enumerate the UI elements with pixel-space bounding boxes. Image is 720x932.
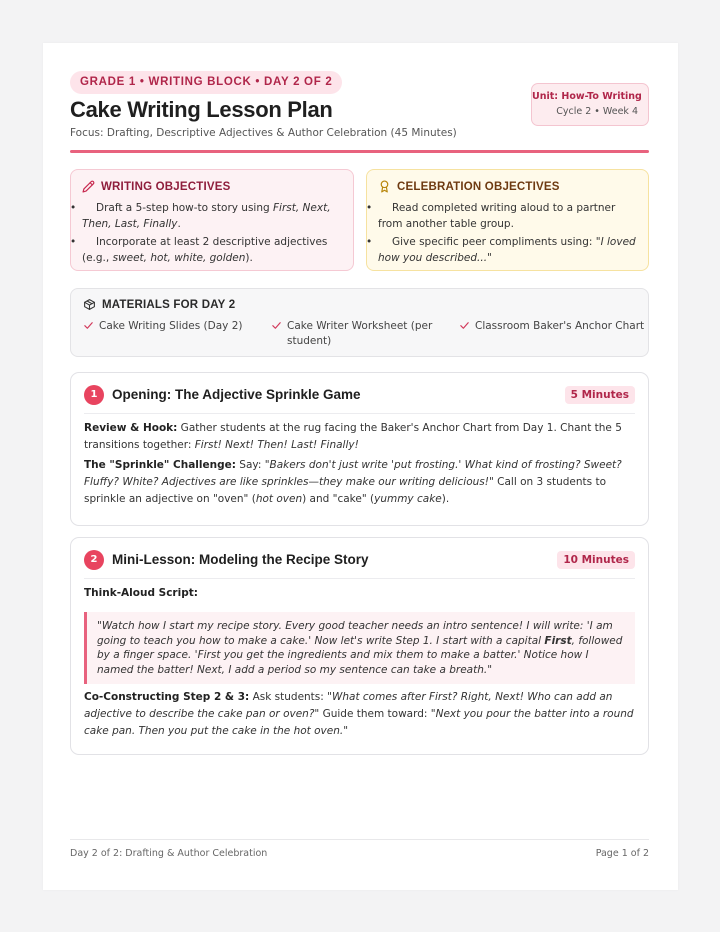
celebration-objectives-heading [378,180,637,193]
list-item: • Incorporate at least 2 descriptive adjectives (e.g., sweet, hot, white, golden). [82,235,342,266]
review-hook-paragraph: Review & Hook: Gather students at the rug facing the Baker's Anchor Chart from Day 1. Chant the 5 transitions together: First! Next! Then! Last! Finally! [84,422,622,451]
section-mini-lesson [70,537,649,755]
check-icon [271,320,282,331]
material-item: Cake Writing Slides (Day 2) [83,319,269,334]
duration-badge: 5 Minutes [565,386,635,404]
materials-title: MATERIALS FOR DAY 2 [102,298,236,311]
writing-objectives-list [82,201,342,266]
section-opening [70,372,649,526]
list-item: • Read completed writing aloud to a partner from another table group. [378,201,637,232]
celebration-objectives-list [378,201,637,266]
materials-card [70,288,649,357]
section-header [84,373,635,414]
unit-info-box [531,83,649,126]
writing-objectives-card [70,169,354,271]
page-title: Cake Writing Lesson Plan [70,97,333,122]
section-number-badge: 1 [84,385,104,405]
material-item: Classroom Baker's Anchor Chart [459,319,660,334]
think-aloud-quote: "Watch how I start my recipe story. Every good teacher needs an intro sentence! I will write: 'I am going to teach you how to make a cake.' Now let's write Step 1. I start with a capital First, followed by a finger space. 'First you get the ingredients and mix them to make a batter.' Notice how I named the batter! Next, I add a period so my sentence can take a breath." [84,612,635,684]
unit-label: Unit: How-To Writing [532,91,642,102]
unit-cycle-week: Cycle 2 • Week 4 [556,106,638,117]
celebration-objectives-title: CELEBRATION OBJECTIVES [397,180,560,193]
section-number-badge: 2 [84,550,104,570]
sprinkle-challenge-paragraph: The "Sprinkle" Challenge: Say: "Bakers don't just write 'put frosting.' What kind of frosting? Sweet? Fluffy? White? Adjectives are like sprinkles—they make our writing delicious!" Call on 3 students to sprinkle an adjective on "oven" (hot oven) and "cake" (yummy cake). [84,459,622,505]
check-icon [83,320,94,331]
writing-objectives-heading [82,180,342,193]
lesson-plan-page [43,43,678,890]
award-ribbon-icon [378,180,391,193]
page-number: Page 1 of 2 [595,848,649,859]
list-item: • Give specific peer compliments using: "I loved how you described..." [378,235,637,266]
material-item: Cake Writer Worksheet (per student) [271,319,447,348]
check-icon [459,320,470,331]
think-aloud-label: Think-Aloud Script: [84,587,198,599]
list-item: • Draft a 5-step how-to story using First, Next, Then, Last, Finally. [82,201,342,232]
celebration-objectives-card [366,169,649,271]
grade-block-pill: GRADE 1 • WRITING BLOCK • DAY 2 OF 2 [70,71,342,94]
section-title: Mini-Lesson: Modeling the Recipe Story [112,552,369,567]
co-constructing-paragraph: Co-Constructing Step 2 & 3: Ask students: "What comes after First? Right, Next! Who can add an adjective to describe the cake pan or oven?" Guide them toward: "Next you pour the batter into a round cake pan. Then you put the cake in the hot oven." [84,691,634,737]
writing-objectives-title: WRITING OBJECTIVES [101,180,231,193]
section-title: Opening: The Adjective Sprinkle Game [112,387,361,402]
focus-line: Focus: Drafting, Descriptive Adjectives & Author Celebration (45 Minutes) [70,127,457,139]
pencil-icon [82,180,95,193]
duration-badge: 10 Minutes [557,551,635,569]
footer-title: Day 2 of 2: Drafting & Author Celebration [70,848,268,859]
section-header [84,538,635,579]
footer-divider [70,839,649,840]
header-divider [70,150,649,153]
materials-heading [83,298,636,311]
package-box-icon [83,298,96,311]
